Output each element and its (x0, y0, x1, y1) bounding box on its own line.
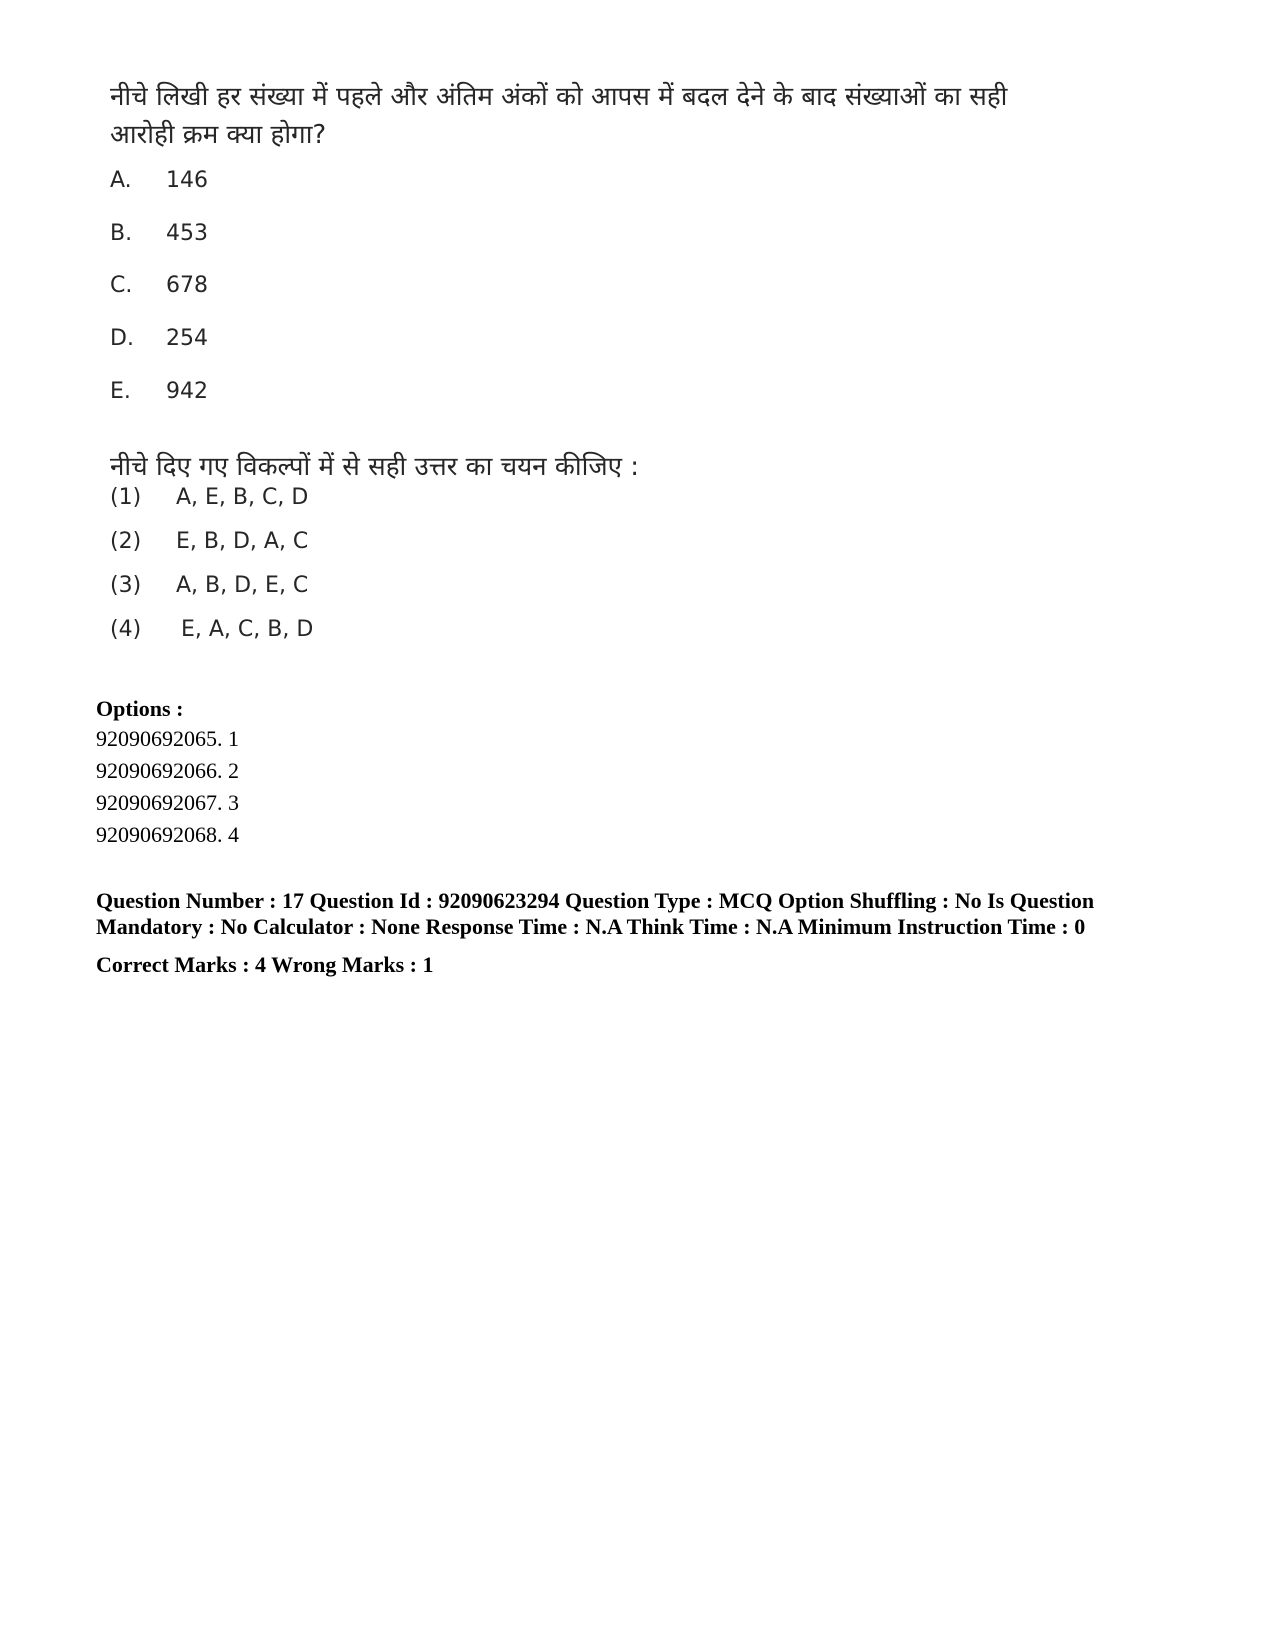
item-label: D. (110, 326, 134, 351)
list-item (110, 324, 208, 354)
choice-label: (3) (110, 573, 142, 598)
item-value: 146 (166, 168, 208, 193)
answer-choice (110, 527, 308, 557)
item-label: C. (110, 273, 133, 298)
answer-choice (110, 571, 308, 601)
option-line: 92090692065. 1 (96, 726, 239, 751)
list-item (110, 219, 208, 249)
options-heading: Options : (96, 696, 184, 721)
answer-choice (110, 615, 313, 645)
list-item (110, 166, 208, 196)
choice-value: A, E, B, C, D (176, 485, 309, 510)
question-image (96, 68, 1106, 688)
choice-value: E, A, C, B, D (181, 617, 314, 642)
choice-label: (2) (110, 529, 142, 554)
item-value: 678 (166, 273, 208, 298)
item-value: 942 (166, 379, 208, 404)
item-label: A. (110, 168, 132, 193)
choice-value: A, B, D, E, C (176, 573, 309, 598)
list-item (110, 377, 208, 407)
choice-label: (4) (110, 617, 142, 642)
question-marks: Correct Marks : 4 Wrong Marks : 1 (96, 952, 434, 977)
choice-label: (1) (110, 485, 142, 510)
list-item (110, 271, 208, 301)
item-label: B. (110, 221, 133, 246)
option-line: 92090692068. 4 (96, 822, 239, 847)
item-value: 254 (166, 326, 208, 351)
question-instruction: नीचे दिए गए विकल्पों में से सही उत्तर का चयन कीजिए : (110, 452, 640, 482)
option-line: 92090692067. 3 (96, 790, 239, 815)
choice-value: E, B, D, A, C (176, 529, 309, 554)
option-line: 92090692066. 2 (96, 758, 239, 783)
answer-choice (110, 483, 308, 513)
question-meta: Question Number : 17 Question Id : 92090623294 Question Type : MCQ Option Shuffling : No Is Question Mandatory : No Calculator : None Response Time : N.A Think Time : N.A Minimum Instruction Time : 0 (96, 888, 1095, 939)
item-label: E. (110, 379, 131, 404)
question-stem: नीचे लिखी हर संख्या में पहले और अंतिम अंकों को आपस में बदल देने के बाद संख्याओं का सही आरोही क्रम क्या होगा? (110, 82, 1008, 150)
item-value: 453 (166, 221, 208, 246)
